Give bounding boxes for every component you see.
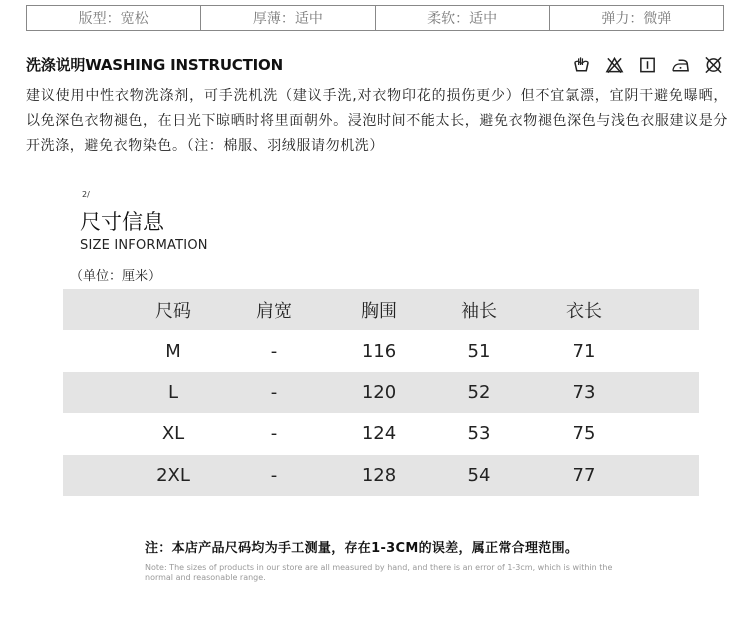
cell-sleeve: 52 — [467, 381, 491, 403]
tumble-dry-icon — [638, 56, 657, 74]
washing-instructions-text: 建议使用中性衣物洗涤剂，可手洗机洗（建议手洗,对衣物印花的损伤更少）但不宜氯漂，宜阴干避免曝晒，以免深色衣物褪色，在日光下晾晒时将里面朝外。浸泡时间不能太长，避免衣物褪色深色与浅色衣服建议是分开洗涤，避免衣物染色。（注：棉服、羽绒服请勿机洗） — [26, 88, 728, 154]
table-row — [63, 330, 699, 371]
header-cell-length: 衣长 — [566, 300, 602, 322]
table-row — [63, 413, 699, 454]
washing-title: 洗涤说明WASHING INSTRUCTION — [26, 56, 283, 74]
cell-chest: 116 — [361, 340, 397, 362]
cell-shoulder: - — [270, 423, 278, 445]
table-header-row — [63, 289, 699, 330]
measurement-note-cn: 注：本店产品尺码均为手工测量，存在1-3CM的误差，属正常合理范围。 — [145, 541, 579, 556]
attribute-bar — [26, 5, 724, 31]
attribute-thickness: 厚薄：适中 — [201, 6, 375, 30]
measurement-note-en: Note: The sizes of products in our store are all measured by hand, and there is an error of 1-3cm, which is within the normal and reasonable range. — [145, 563, 613, 582]
cell-size: 2XL — [156, 464, 190, 486]
cell-sleeve: 54 — [467, 464, 491, 486]
washing-icons — [572, 56, 723, 74]
no-bleach-icon — [605, 56, 624, 74]
attribute-elasticity: 弹力：微弹 — [601, 11, 672, 27]
cell-chest: 120 — [361, 381, 397, 403]
table-row — [63, 455, 699, 496]
size-info-title: 尺寸信息 — [80, 210, 164, 234]
cell-shoulder: - — [270, 340, 278, 362]
cell-size: XL — [161, 423, 185, 445]
cell-chest: 124 — [361, 423, 397, 445]
iron-icon — [671, 56, 690, 74]
header-cell-shoulder: 肩宽 — [256, 300, 292, 322]
header-cell-size: 尺码 — [155, 300, 191, 322]
page-marker: 2/ — [82, 190, 90, 199]
cell-length: 73 — [572, 381, 596, 403]
header-cell-chest: 胸围 — [361, 300, 397, 322]
cell-length: 75 — [572, 423, 596, 445]
size-info-subtitle: SIZE INFORMATION — [80, 238, 208, 253]
header-cell-sleeve: 袖长 — [461, 300, 497, 322]
cell-length: 77 — [572, 464, 596, 486]
cell-sleeve: 51 — [467, 340, 491, 362]
cell-shoulder: - — [270, 381, 278, 403]
attribute-fit: 版型：宽松 — [27, 6, 201, 30]
cell-shoulder: - — [270, 464, 278, 486]
cell-sleeve: 53 — [467, 423, 491, 445]
cell-size: L — [167, 381, 179, 403]
hand-wash-icon — [572, 56, 591, 74]
cell-chest: 128 — [361, 464, 397, 486]
table-row — [63, 372, 699, 413]
cell-size: M — [165, 340, 181, 362]
attribute-softness: 柔软：适中 — [376, 6, 550, 30]
no-dry-clean-icon — [704, 56, 723, 74]
unit-label: （单位：厘米） — [70, 269, 162, 284]
size-table — [63, 289, 699, 496]
cell-length: 71 — [572, 340, 596, 362]
